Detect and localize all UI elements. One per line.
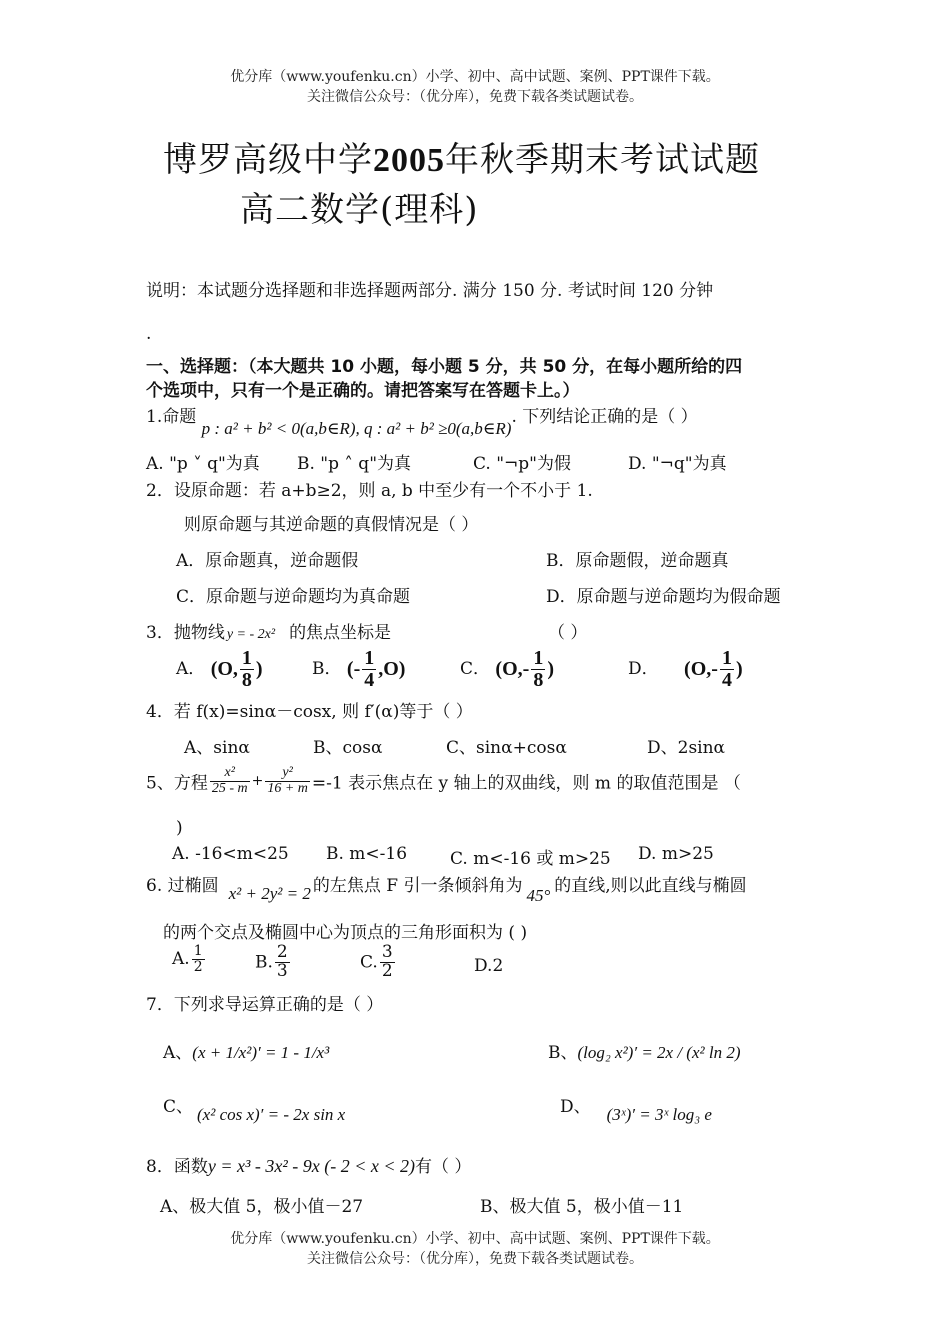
question-2-option-d: D．原命题与逆命题均为假命题: [546, 587, 781, 607]
question-7-option-c: C、 (x² cos x)′ = - 2x sin x: [163, 1097, 346, 1124]
question-6-stem-2: 的两个交点及椭圆中心为顶点的三角形面积为 ( ): [163, 923, 528, 943]
header-line-2: 关注微信公众号：（优分库），免费下载各类试题试卷。: [307, 89, 643, 105]
question-4-option-c: C、sinα+cosα: [446, 738, 567, 758]
exam-note: 说明：本试题分选择题和非选择题两部分. 满分 150 分. 考试时间 120 分钟: [146, 281, 714, 301]
footer-line-2: 关注微信公众号：（优分库），免费下载各类试题试卷。: [307, 1251, 643, 1267]
question-7-stem: 7．下列求导运算正确的是（ ）: [146, 995, 384, 1015]
question-2-option-c: C．原命题与逆命题均为真命题: [176, 587, 411, 607]
question-1-option-b: B. "p ˄ q"为真: [297, 454, 412, 474]
question-2-stem: 2．设原命题：若 a+b≥2，则 a, b 中至少有一个不小于 1.: [146, 481, 593, 501]
question-7-option-d: D、 (3ˣ)′ = 3ˣ log₃ e: [560, 1097, 712, 1124]
question-3-option-c: C． (O,- $\frac{1}{8}$ ): [460, 647, 554, 691]
question-1-option-a: A. "p ˅ q"为真: [146, 454, 260, 474]
section-heading-line-1: 一、选择题：（本大题共 10 小题，每小题 5 分，共 50 分，在每小题所给的四: [146, 357, 743, 377]
question-3-option-b: B． (- $\frac{1}{4}$ ,O): [312, 647, 406, 691]
question-7-option-b: B、(log₂ x²)′ = 2x / (x² ln 2): [548, 1043, 741, 1063]
question-5-option-d: D. m>25: [638, 844, 714, 864]
question-5-option-a: A. -16<m<25: [172, 844, 289, 864]
header-line-1: 优分库（www.youfenku.cn）小学、初中、高中试题、案例、PPT课件下载。: [230, 69, 720, 85]
question-2-option-a: A．原命题真，逆命题假: [176, 551, 359, 571]
question-1-option-c: C. "¬p"为假: [473, 454, 571, 474]
question-7-option-a: A、(x + 1/x²)′ = 1 - 1/x³: [163, 1043, 330, 1063]
question-3-option-d: D． (O,- $\frac{1}{4}$ ): [628, 647, 743, 691]
question-5-option-c: C. m<-16 或 m>25: [450, 849, 611, 869]
question-3-option-a: A． (O, $\frac{1}{8}$ ): [176, 647, 263, 691]
question-1-stem: 1.命题 p : a² + b² < 0(a,b∈R), q : a² + b² ≥0(a,b∈R). 下列结论正确的是（ ）: [146, 407, 698, 438]
question-4-option-b: B、cosα: [313, 738, 383, 758]
question-6-option-c: C. $\frac{3}{2}$: [360, 942, 393, 981]
question-5-stem: 5、方程 $\frac{\text{x²}}{25 - m}$ + $\frac{\text{y²}}{16 + m}$ =-1 表示焦点在 y 轴上的双曲线，则 m 的取值范围是 （: [146, 765, 741, 796]
footer-line-1: 优分库（www.youfenku.cn）小学、初中、高中试题、案例、PPT课件下载。: [230, 1231, 720, 1247]
question-1-formula: p : a² + b² < 0(a,b∈R), q : a² + b² ≥0(a,b∈R): [201, 419, 512, 438]
note-dot: .: [146, 324, 152, 344]
question-6-formula: x² + 2y² = 2: [228, 884, 311, 903]
question-8-option-b: B、极大值 5，极小值－11: [480, 1197, 684, 1217]
question-4-option-a: A、sinα: [184, 738, 250, 758]
question-4-option-d: D、2sinα: [647, 738, 726, 758]
question-6-option-b: B. $\frac{2}{3}$: [255, 942, 288, 981]
question-8-stem: 8．函数y = x³ - 3x² - 9x (- 2 < x < 2)有（ ）: [146, 1156, 472, 1177]
question-2-option-b: B．原命题假，逆命题真: [546, 551, 729, 571]
page-subtitle: 高二数学(理科): [240, 190, 479, 230]
page-title: 博罗高级中学2005年秋季期末考试试题: [163, 140, 760, 180]
question-6-option-d: D.2: [474, 956, 504, 976]
question-3-formula: y = - 2x²: [226, 627, 276, 642]
question-6-option-a: A. $\frac{1}{2}$: [172, 943, 203, 975]
question-5-option-b: B. m<-16: [326, 844, 408, 864]
question-6-stem: 6. 过椭圆 x² + 2y² = 2 的左焦点 F 引一条倾斜角为 45° 的直线,则以此直线与椭圆: [146, 876, 747, 905]
section-heading-line-2: 个选项中，只有一个是正确的。请把答案写在答题卡上。）: [146, 381, 580, 401]
question-1-option-d: D. "¬q"为真: [628, 454, 727, 474]
question-8-formula: y = x³ - 3x² - 9x (- 2 < x < 2): [207, 1156, 415, 1176]
question-5-close: ): [176, 818, 183, 838]
question-8-option-a: A、极大值 5，极小值－27: [160, 1197, 364, 1217]
question-3-paren: （ ）: [548, 623, 588, 643]
question-2-stem-2: 则原命题与其逆命题的真假情况是（ ）: [184, 515, 479, 535]
question-3-stem: 3．抛物线 y = - 2x² 的焦点坐标是: [146, 623, 392, 643]
question-4-stem: 4．若 f(x)=sinα－cosx, 则 f′(α)等于（ ）: [146, 702, 473, 722]
